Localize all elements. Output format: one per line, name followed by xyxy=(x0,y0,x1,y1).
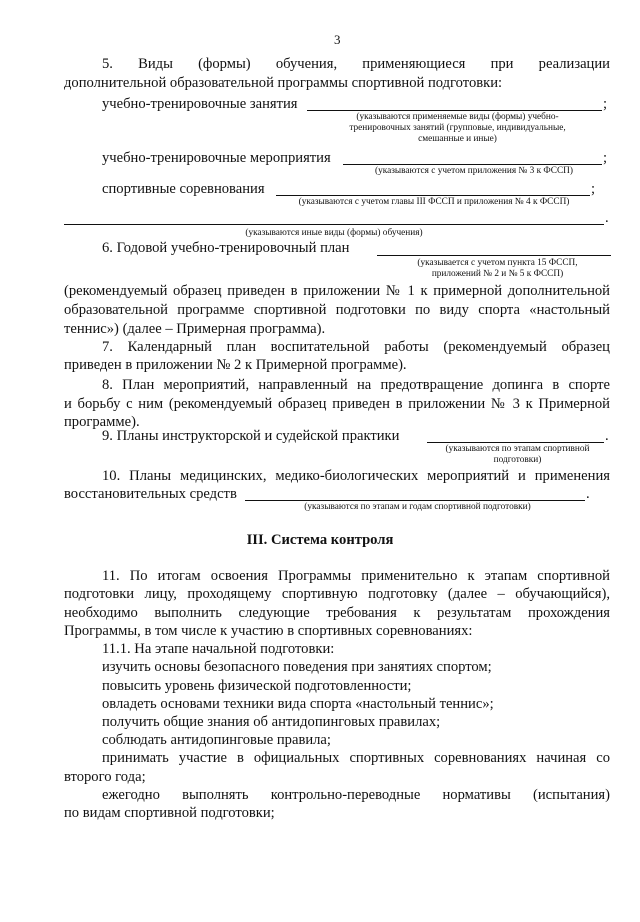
training-events-blank xyxy=(343,164,602,165)
annual-plan-note-2: приложений № 2 и № 5 к ФССП) xyxy=(431,269,564,279)
list-item: повысить уровень физической подготовленности; xyxy=(102,678,412,694)
list-item: овладеть основами техники вида спорта «настольный теннис»; xyxy=(102,696,494,712)
item5-line1: 5. Виды (формы) обучения, применяющиеся при реализации xyxy=(102,56,610,72)
item8-line3: программе). xyxy=(64,414,140,430)
training-sessions-note-3: смешанные и иные) xyxy=(418,134,497,144)
training-events-note: (указываются с учетом приложения № 3 к ФССП) xyxy=(374,166,573,176)
item6-cont-2: образовательной программе спортивной подготовки по виду спорта «настольный xyxy=(64,302,610,318)
other-forms-note: (указываются иные виды (формы) обучения) xyxy=(245,228,423,238)
item10-line1: 10. Планы медицинских, медико-биологических мероприятий и применения xyxy=(102,468,610,484)
semicolon: ; xyxy=(603,150,608,166)
para11-line2: подготовки лицу, проходящему спортивную подготовку (далее – обучающийся), xyxy=(64,586,610,602)
item7-line1: 7. Календарный план воспитательной работы (рекомендуемый образец xyxy=(102,339,610,355)
semicolon: ; xyxy=(603,96,608,112)
medical-plans-note: (указываются по этапам и годам спортивной подготовки) xyxy=(304,502,531,512)
item6-cont-1: (рекомендуемый образец приведен в приложении № 1 к примерной дополнительной xyxy=(64,283,610,299)
semicolon: ; xyxy=(591,181,596,197)
annual-plan-blank xyxy=(377,255,611,256)
competitions-note: (указываются с учетом главы III ФССП и приложения № 4 к ФССП) xyxy=(298,197,570,207)
item7-line2: приведен в приложении № 2 к Примерной программе). xyxy=(64,357,407,373)
annual-plan-note-1: (указывается с учетом пункта 15 ФССП, xyxy=(417,258,578,268)
item8-line1: 8. План мероприятий, направленный на предотвращение допинга в спорте xyxy=(102,377,610,393)
para11-line4: Программы, в том числе к участию в спортивных соревнованиях: xyxy=(64,623,473,639)
para11-line1: 11. По итогам освоения Программы применительно к этапам спортивной xyxy=(102,568,610,584)
period: . xyxy=(605,210,609,226)
training-sessions-note-2: тренировочных занятий (групповые, индивидуальные, xyxy=(349,123,566,133)
norms-line1: ежегодно выполнять контрольно-переводные нормативы (испытания) xyxy=(102,787,610,803)
item10-label: восстановительных средств xyxy=(64,486,237,502)
training-sessions-blank xyxy=(307,110,602,111)
norms-line2: по видам спортивной подготовки; xyxy=(64,805,275,821)
para11-line3: необходимо выполнить следующие требования к результатам прохождения xyxy=(64,605,610,621)
list-item: получить общие знания об антидопинговых правилах; xyxy=(102,714,441,730)
competitions-label: спортивные соревнования xyxy=(102,181,265,197)
list-item: соблюдать антидопинговые правила; xyxy=(102,732,331,748)
practice-plans-note-1: (указываются по этапам спортивной xyxy=(445,444,590,454)
period: . xyxy=(586,486,590,502)
list-item: изучить основы безопасного поведения при занятиях спортом; xyxy=(102,659,492,675)
training-sessions-note-1: (указываются применяемые виды (формы) учебно- xyxy=(356,112,559,122)
other-forms-blank xyxy=(64,224,604,225)
competitions-blank xyxy=(276,195,590,196)
item5-line2: дополнительной образовательной программы спортивной подготовки: xyxy=(64,75,503,91)
item9-label: 9. Планы инструкторской и судейской практики xyxy=(102,428,400,444)
training-events-label: учебно-тренировочные мероприятия xyxy=(102,150,331,166)
section-heading: III. Система контроля xyxy=(246,532,394,548)
para11-1: 11.1. На этапе начальной подготовки: xyxy=(102,641,335,657)
training-sessions-label: учебно-тренировочные занятия xyxy=(102,96,298,112)
competition-line2: второго года; xyxy=(64,769,146,785)
item6-label: 6. Годовой учебно-тренировочный план xyxy=(102,240,350,256)
period: . xyxy=(605,428,609,444)
practice-plans-blank xyxy=(427,442,604,443)
medical-plans-blank xyxy=(245,500,585,501)
page-number: 3 xyxy=(334,32,341,47)
item6-cont-3: теннис») (далее – Примерная программа). xyxy=(64,321,326,337)
practice-plans-note-2: подготовки) xyxy=(493,455,542,465)
competition-line1: принимать участие в официальных спортивных соревнованиях начиная со xyxy=(102,750,610,766)
item8-line2: и борьбу с ним (рекомендуемый образец приведен в приложении № 3 к Примерной xyxy=(64,396,610,412)
